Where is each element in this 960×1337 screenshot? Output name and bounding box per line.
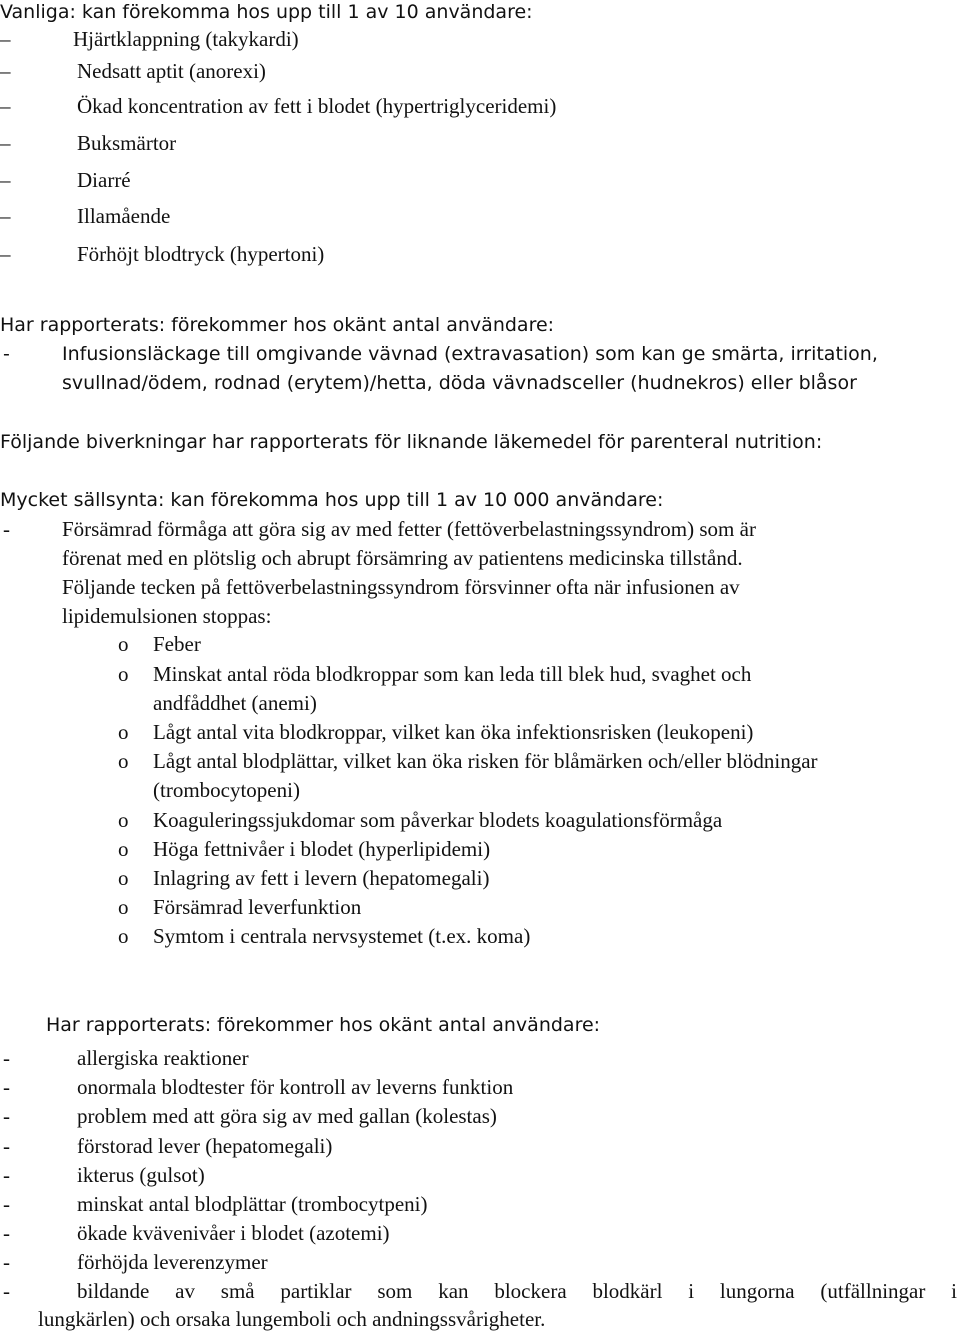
dash-marker: – — [0, 168, 11, 192]
dash-marker: – — [0, 131, 11, 155]
hyphen-marker: - — [3, 1104, 10, 1128]
list-item-continuation: förenat med en plötslig och abrupt försämring av patientens medicinska tillstånd. — [62, 546, 743, 570]
hyphen-marker: - — [3, 343, 10, 365]
hyphen-marker: - — [3, 1192, 10, 1216]
list-item-continuation: lungkärlen) och orsaka lungemboli och andningssvårigheter. — [38, 1307, 546, 1331]
dash-marker: – — [0, 204, 11, 228]
dash-marker: – — [0, 94, 11, 118]
hyphen-marker: - — [3, 1250, 10, 1274]
dash-marker: – — [0, 242, 11, 266]
sign-item-continuation: andfåddhet (anemi) — [153, 691, 317, 715]
circle-marker: o — [118, 720, 129, 744]
hyphen-marker: - — [3, 1046, 10, 1070]
circle-marker: o — [118, 749, 129, 773]
dash-marker: – — [0, 27, 11, 51]
hyphen-marker: - — [3, 517, 10, 541]
circle-marker: o — [118, 808, 129, 832]
similar-products-text: Följande biverkningar har rapporterats för liknande läkemedel för parenteral nutrition: — [0, 431, 823, 453]
dash-marker: – — [0, 59, 11, 83]
circle-marker: o — [118, 895, 129, 919]
very-rare-heading: Mycket sällsynta: kan förekomma hos upp till 1 av 10 000 användare: — [0, 489, 664, 511]
circle-marker: o — [118, 837, 129, 861]
unknown-frequency-heading-2: Har rapporterats: förekommer hos okänt antal användare: — [46, 1014, 601, 1036]
circle-marker: o — [118, 866, 129, 890]
circle-marker: o — [118, 632, 129, 656]
sign-item-continuation: (trombocytopeni) — [153, 778, 300, 802]
hyphen-marker: - — [3, 1163, 10, 1187]
circle-marker: o — [118, 662, 129, 686]
hyphen-marker: - — [3, 1279, 10, 1303]
circle-marker: o — [118, 924, 129, 948]
list-item-continuation: svullnad/ödem, rodnad (erytem)/hetta, döda vävnadsceller (hudnekros) eller blåsor — [62, 372, 857, 394]
list-item-continuation: Följande tecken på fettöverbelastningssyndrom försvinner ofta när infusionen av — [62, 575, 740, 599]
unknown-frequency-heading: Har rapporterats: förekommer hos okänt antal användare: — [0, 314, 555, 336]
hyphen-marker: - — [3, 1075, 10, 1099]
hyphen-marker: - — [3, 1134, 10, 1158]
hyphen-marker: - — [3, 1221, 10, 1245]
document-page: Vanliga: kan förekomma hos upp till 1 av 10 användare: – Hjärtklappning (takykardi) – Nedsatt aptit (anorexi) – Ökad koncentration av fett i blodet (hypertriglyceridemi) – Buksmärtor – Diarré – Illamående – Förhöjt blodtryck (hypertoni) Har rapporterats: förekommer hos okänt antal användare: - Infusionsläckage till omgivande vävnad (extravasation) som kan ge smärta, irritation, svullnad/ödem, rodnad (erytem)/hetta, döda vävnadsceller (hudnekros) eller blåsor Följande biverkningar har rapporterats för liknande läkemedel för parenteral nutrition: Mycket sällsynta: kan förekomma hos upp till 1 av 10 000 användare: - Försämrad förmåga att göra sig av med fetter (fettöverbelastningssyndrom) som är förenat med en plötslig och abrupt försämring av patientens medicinska tillstånd. Följande tecken på fettöverbelastningssyndrom försvinner ofta när infusionen av lipidemulsionen stoppas: o Feber o Minskat antal röda blodkroppar som kan leda till blek hud, svaghet och andfåddhet (anemi) o Lågt antal vita blodkroppar, vilket kan öka infektionsrisken (leukopeni) o Lågt antal blodplättar, vilket kan öka risken för blåmärken och/eller blödningar (trombocytopeni) o Koaguleringssjukdomar som påverkar blodets koagulationsförmåga o Höga fettnivåer i blodet (hyperlipidemi) o Inlagring av fett i levern (hepatomegali) o Försämrad leverfunktion o Symtom i centrala nervsystemet (t.ex. koma) Har rapporterats: förekommer hos okänt antal användare: - allergiska reaktioner - onormala blodtester för kontroll av leverns funktion - problem med att göra sig av med gallan (kolestas) - förstorad lever (hepatomegali) - ikterus (gulsot) - minskat antal blodplättar (trombocytpeni) - ökade kvävenivåer i blodet (azotemi) - förhöjda leverenzymer - bildande av små partiklar som kan blockera blodkärl i lungorna (utfällningar i lungkärlen) och orsaka lungemboli och andningssvårigheter. — [0, 1, 957, 1331]
common-heading: Vanliga: kan förekomma hos upp till 1 av 10 användare: — [0, 1, 533, 23]
list-item-continuation: lipidemulsionen stoppas: — [62, 604, 272, 628]
